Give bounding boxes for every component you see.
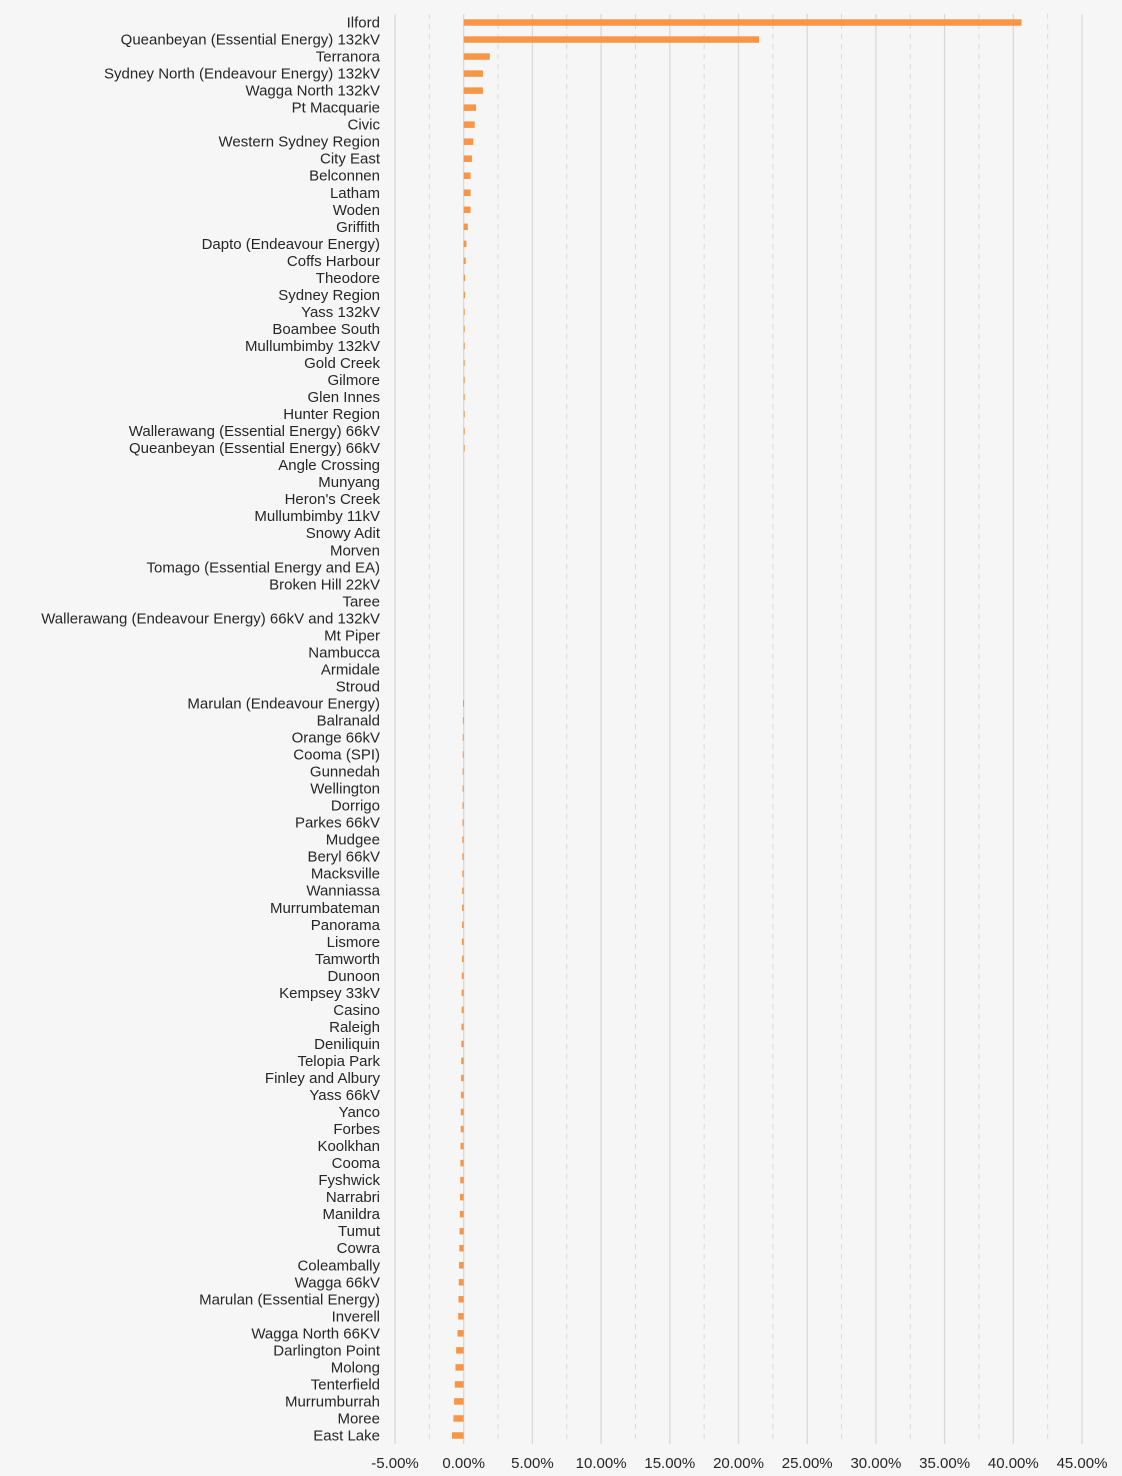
bar [452, 1432, 464, 1439]
bar [464, 172, 471, 179]
bar [458, 1313, 463, 1320]
bar [463, 734, 464, 741]
bar [456, 1347, 464, 1354]
category-label: Theodore [315, 269, 380, 287]
bar [462, 905, 464, 912]
bar [455, 1381, 464, 1388]
category-label: Casino [333, 1001, 380, 1019]
bar [461, 1092, 464, 1099]
bar [461, 1041, 463, 1048]
category-label: Raleigh [329, 1018, 380, 1036]
category-label: Koolkhan [317, 1138, 380, 1156]
bar [462, 973, 464, 980]
bar [464, 121, 475, 128]
category-label: Latham [329, 184, 380, 202]
x-tick-label: 15.00% [644, 1455, 696, 1472]
category-labels [41, 15, 381, 1445]
bar [462, 1007, 464, 1014]
bar [464, 207, 471, 214]
gridlines [395, 14, 1082, 1444]
bar [464, 53, 490, 60]
bar [464, 377, 465, 384]
category-label: Glen Innes [307, 389, 380, 407]
x-tick-label: 35.00% [919, 1455, 971, 1472]
category-label: Dunoon [327, 967, 380, 985]
category-label: Manildra [322, 1206, 380, 1224]
bar [464, 411, 465, 418]
category-label: Western Sydney Region [218, 133, 380, 151]
category-label: Coffs Harbour [286, 252, 380, 270]
x-tick-label: 45.00% [1056, 1455, 1108, 1472]
bar [464, 138, 474, 145]
category-label: Hunter Region [283, 406, 380, 424]
bar [460, 1211, 464, 1218]
category-label: Lismore [326, 933, 380, 951]
category-label: Mt Piper [324, 627, 380, 645]
category-label: Yass 132kV [301, 303, 380, 321]
x-tick-label: 10.00% [575, 1455, 627, 1472]
bar [462, 853, 463, 860]
category-label: Yanco [338, 1104, 380, 1122]
bar [460, 1177, 463, 1184]
category-label: Ilford [346, 14, 380, 32]
bar [464, 190, 471, 197]
category-label: Narrabri [325, 1189, 380, 1207]
category-label: Marulan (Endeavour Energy) [187, 695, 380, 713]
bar [464, 275, 465, 282]
category-label: Heron's Creek [284, 491, 380, 509]
category-label: Wagga North 66KV [251, 1325, 380, 1343]
category-label: Woden [332, 201, 380, 219]
category-label: Dorrigo [330, 797, 380, 815]
category-label: Sydney Region [278, 286, 380, 304]
category-label: Wallerawang (Endeavour Energy) 66kV and 132kV [41, 610, 380, 628]
category-label: Finley and Albury [264, 1069, 380, 1087]
category-label: Belconnen [309, 167, 380, 185]
category-label: Tamworth [314, 950, 380, 968]
category-label: Stroud [335, 678, 380, 696]
category-label: Angle Crossing [278, 457, 380, 475]
bar [453, 1415, 463, 1422]
bar [462, 922, 464, 929]
category-label: Fyshwick [318, 1172, 380, 1190]
bar [464, 70, 483, 77]
bar [462, 939, 464, 946]
category-label: Mullumbimby 132kV [244, 337, 380, 355]
category-label: Snowy Adit [305, 525, 380, 543]
x-tick-label: 30.00% [850, 1455, 902, 1472]
category-label: Yass 66kV [309, 1087, 380, 1105]
category-label: Murrumburrah [284, 1393, 380, 1411]
category-label: Sydney North (Endeavour Energy) 132kV [104, 65, 380, 83]
category-label: Pt Macquarie [291, 99, 380, 117]
category-label: Queanbeyan (Essential Energy) 66kV [129, 440, 380, 458]
bar [464, 445, 465, 452]
bar [464, 394, 465, 401]
category-label: Molong [330, 1359, 380, 1377]
bar [459, 1279, 464, 1286]
bar [464, 360, 465, 367]
bar [464, 87, 483, 94]
category-label: Dapto (Endeavour Energy) [201, 235, 380, 253]
bar [462, 836, 463, 843]
category-label: Darlington Point [273, 1342, 380, 1360]
bar [462, 990, 464, 997]
bar [460, 1160, 463, 1167]
x-tick-label: 40.00% [987, 1455, 1039, 1472]
bar [462, 887, 464, 894]
category-label: Deniliquin [314, 1035, 380, 1053]
bar [463, 785, 464, 792]
bar [461, 1109, 464, 1116]
x-tick-label: 0.00% [442, 1455, 485, 1472]
bar [464, 309, 465, 316]
bar [463, 717, 464, 724]
category-label: Murrumbateman [269, 899, 380, 917]
bar [455, 1364, 463, 1371]
bar [462, 870, 463, 877]
bar [464, 292, 465, 299]
category-label: Inverell [331, 1308, 380, 1326]
category-label: Mullumbimby 11kV [254, 508, 380, 526]
bar [463, 751, 464, 758]
bar [458, 1330, 464, 1337]
category-label: Boambee South [272, 320, 380, 338]
category-label: Tomago (Essential Energy and EA) [146, 559, 380, 577]
bar [454, 1398, 464, 1405]
category-label: Gold Creek [304, 354, 380, 372]
bar [461, 1058, 463, 1065]
bar [460, 1194, 464, 1201]
category-label: Orange 66kV [291, 729, 380, 747]
category-label: Armidale [320, 661, 380, 679]
category-label: Tumut [338, 1223, 380, 1241]
category-label: Wagga North 132kV [245, 82, 380, 100]
category-label: Wallerawang (Essential Energy) 66kV [128, 423, 380, 441]
category-label: Marulan (Essential Energy) [199, 1291, 380, 1309]
bar [458, 1296, 463, 1303]
bar [464, 224, 468, 231]
bar [462, 956, 464, 963]
bar [461, 1143, 464, 1150]
bar [462, 1024, 464, 1031]
category-label: East Lake [313, 1427, 380, 1445]
category-label: Cooma (SPI) [293, 746, 380, 764]
category-label: Mudgee [325, 831, 380, 849]
category-label: Parkes 66kV [294, 814, 380, 832]
x-tick-label: 5.00% [511, 1455, 554, 1472]
bar [459, 1245, 463, 1252]
category-label: Balranald [316, 712, 380, 730]
category-label: Macksville [310, 865, 380, 883]
category-label: Gilmore [327, 372, 380, 390]
bar [464, 241, 467, 248]
x-tick-label: -5.00% [371, 1455, 419, 1472]
bar [460, 1228, 464, 1235]
category-label: Wanniassa [306, 882, 380, 900]
category-label: Queanbeyan (Essential Energy) 132kV [120, 31, 380, 49]
bar [461, 1075, 464, 1082]
x-tick-label: 20.00% [713, 1455, 764, 1472]
category-label: Wellington [310, 780, 380, 798]
category-label: Cooma [331, 1155, 380, 1173]
category-label: Griffith [336, 218, 380, 236]
category-label: Kempsey 33kV [279, 984, 380, 1002]
bar [461, 1126, 464, 1133]
bar [464, 428, 465, 435]
bar [463, 768, 464, 775]
category-label: Tenterfield [310, 1376, 380, 1394]
category-label: Moree [337, 1410, 380, 1428]
bar [464, 36, 759, 43]
category-label: Morven [329, 542, 380, 560]
bar [464, 343, 465, 350]
bar [462, 802, 463, 809]
category-label: Nambucca [308, 644, 380, 662]
bar [463, 700, 464, 707]
category-label: Telopia Park [297, 1052, 380, 1070]
category-label: Panorama [310, 916, 380, 934]
category-label: Cowra [336, 1240, 380, 1258]
category-label: Beryl 66kV [307, 848, 380, 866]
category-label: City East [319, 150, 380, 168]
bar [459, 1262, 464, 1269]
x-axis-tick-labels [371, 1455, 1107, 1472]
bar [464, 155, 472, 162]
category-label: Wagga 66kV [294, 1274, 380, 1292]
category-label: Forbes [333, 1121, 380, 1139]
x-tick-label: 25.00% [781, 1455, 833, 1472]
category-label: Terranora [315, 48, 380, 66]
bar [462, 819, 463, 826]
bar [464, 258, 466, 265]
bar [464, 326, 465, 333]
category-label: Munyang [318, 474, 380, 492]
category-label: Coleambally [297, 1257, 380, 1275]
bar [464, 19, 1022, 26]
category-label: Civic [347, 116, 380, 134]
category-label: Taree [342, 593, 380, 611]
bar [464, 104, 476, 111]
category-label: Gunnedah [309, 763, 380, 781]
category-label: Broken Hill 22kV [269, 576, 380, 594]
bars [452, 19, 1022, 1438]
